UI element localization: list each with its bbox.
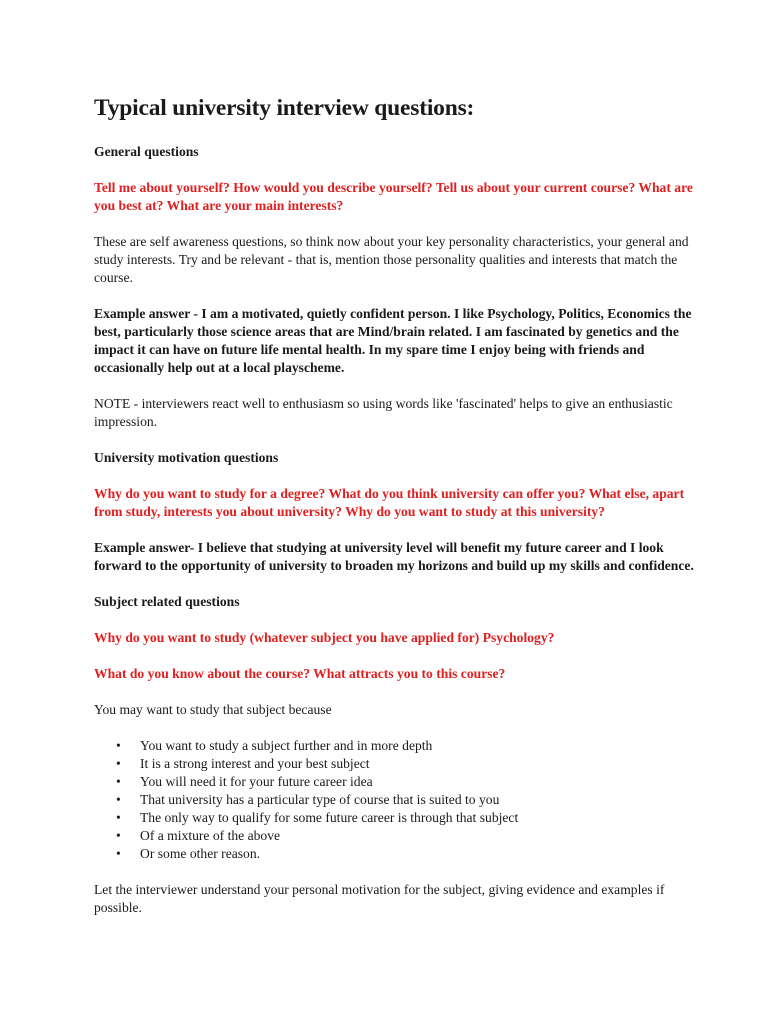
- subject-questions-heading: Subject related questions: [94, 594, 240, 609]
- list-item: [94, 809, 698, 827]
- bullet-icon: •: [116, 792, 121, 807]
- motivation-questions-heading: University motivation questions: [94, 450, 279, 465]
- subject-question-course-knowledge: What do you know about the course? What attracts you to this course?: [94, 666, 506, 681]
- list-item: [94, 845, 698, 863]
- list-item-text: The only way to qualify for some future career is through that subject: [140, 810, 519, 825]
- list-item-text: You want to study a subject further and in more depth: [140, 738, 433, 753]
- general-questions-heading: General questions: [94, 144, 199, 159]
- bullet-icon: •: [116, 756, 121, 771]
- list-item: [94, 791, 698, 809]
- bullet-icon: •: [116, 774, 121, 789]
- list-item-text: It is a strong interest and your best subject: [140, 756, 370, 771]
- general-example-answer: Example answer - I am a motivated, quietly confident person. I like Psychology, Politics, Economics the best, particularly those science areas that are Mind/brain related. I am fascinated by genetics and the impact it can have on future life mental health. In my spare time I enjoy being with friends and occasionally help out at a local playscheme.: [94, 306, 692, 375]
- general-questions-advice: These are self awareness questions, so think now about your key personality characteristics, your general and study interests. Try and be relevant - that is, mention those personality qualities and interests that match the course.: [94, 234, 689, 285]
- list-item: [94, 755, 698, 773]
- list-item: [94, 737, 698, 755]
- motivation-example-answer: Example answer- I believe that studying at university level will benefit my future career and I look forward to the opportunity of university to broaden my horizons and build up my skills and confidence.: [94, 540, 694, 573]
- list-item-text: Of a mixture of the above: [140, 828, 281, 843]
- bullet-icon: •: [116, 828, 121, 843]
- subject-reasons-list: [94, 737, 698, 863]
- bullet-icon: •: [116, 810, 121, 825]
- subject-reasons-intro: You may want to study that subject because: [94, 702, 332, 717]
- list-item-text: You will need it for your future career idea: [140, 774, 373, 789]
- enthusiasm-note: NOTE - interviewers react well to enthusiasm so using words like 'fascinated' helps to give an enthusiastic impression.: [94, 396, 673, 429]
- list-item: [94, 773, 698, 791]
- bullet-icon: •: [116, 738, 121, 753]
- document-title: Typical university interview questions:: [94, 95, 475, 121]
- list-item: [94, 827, 698, 845]
- bullet-icon: •: [116, 846, 121, 861]
- list-item-text: Or some other reason.: [140, 846, 261, 861]
- subject-closing-advice: Let the interviewer understand your personal motivation for the subject, giving evidence and examples if possible.: [94, 882, 665, 915]
- general-questions-prompt: Tell me about yourself? How would you describe yourself? Tell us about your current course? What are you best at? What are your main interests?: [94, 180, 693, 213]
- list-item-text: That university has a particular type of course that is suited to you: [140, 792, 500, 807]
- motivation-questions-prompt: Why do you want to study for a degree? What do you think university can offer you? What else, apart from study, interests you about university? Why do you want to study at this university?: [94, 486, 685, 519]
- subject-question-why-study: Why do you want to study (whatever subject you have applied for) Psychology?: [94, 630, 555, 645]
